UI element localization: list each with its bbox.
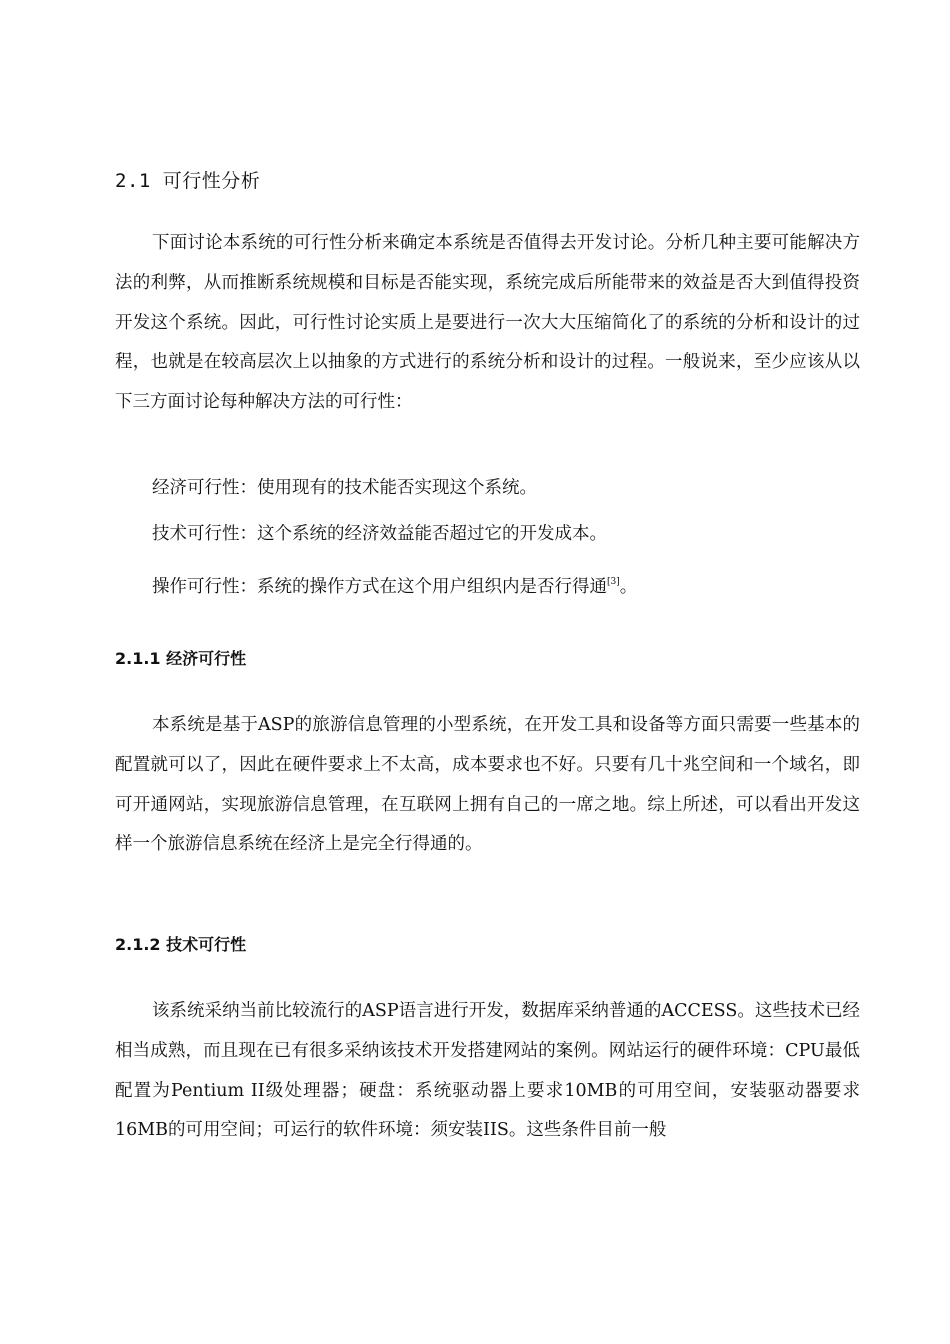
- citation-ref[interactable]: [3]: [607, 577, 620, 587]
- feasibility-item-operational: [152, 569, 637, 600]
- intro-paragraph: 下面讨论本系统的可行性分析来确定本系统是否值得去开发讨论。分析几种主要可能解决方法的利弊，从而推断系统规模和目标是否能实现，系统完成后所能带来的效益是否大到值得投资开发这个系统。因此，可行性讨论实质上是要进行一次大大压缩简化了的系统的分析和设计的过程，也就是在较高层次上以抽象的方式进行的系统分析和设计的过程。一般说来，至少应该从以下三方面讨论每种解决方法的可行性：: [115, 233, 860, 413]
- feasibility-item-technical: 技术可行性：这个系统的经济效益能否超过它的开发成本。: [152, 524, 607, 544]
- section-heading: 2.1 可行性分析: [115, 170, 261, 192]
- subsection-heading-economic: 2.1.1 经济可行性: [115, 649, 247, 668]
- feasibility-item-operational-text: 操作可行性：系统的操作方式在这个用户组织内是否行得通: [152, 577, 607, 597]
- technical-paragraph: 该系统采纳当前比较流行的ASP语言进行开发，数据库采纳普通的ACCESS。这些技术已经相当成熟，而且现在已有很多采纳该技术开发搭建网站的案例。网站运行的硬件环境：CPU最低配置为Pentium II级处理器；硬盘：系统驱动器上要求10MB的可用空间，安装驱动器要求16MB的可用空间；可运行的软件环境：须安装IIS。这些条件目前一般: [115, 1001, 860, 1141]
- subsection-heading-technical: 2.1.2 技术可行性: [115, 935, 247, 954]
- feasibility-item-economic: 经济可行性：使用现有的技术能否实现这个系统。: [152, 478, 537, 498]
- feasibility-item-operational-tail: 。: [619, 577, 638, 597]
- economic-paragraph: 本系统是基于ASP的旅游信息管理的小型系统，在开发工具和设备等方面只需要一些基本的配置就可以了，因此在硬件要求上不太高，成本要求也不好。只要有几十兆空间和一个域名，即可开通网站，实现旅游信息管理，在互联网上拥有自己的一席之地。综上所述，可以看出开发这样一个旅游信息系统在经济上是完全行得通的。: [115, 715, 860, 855]
